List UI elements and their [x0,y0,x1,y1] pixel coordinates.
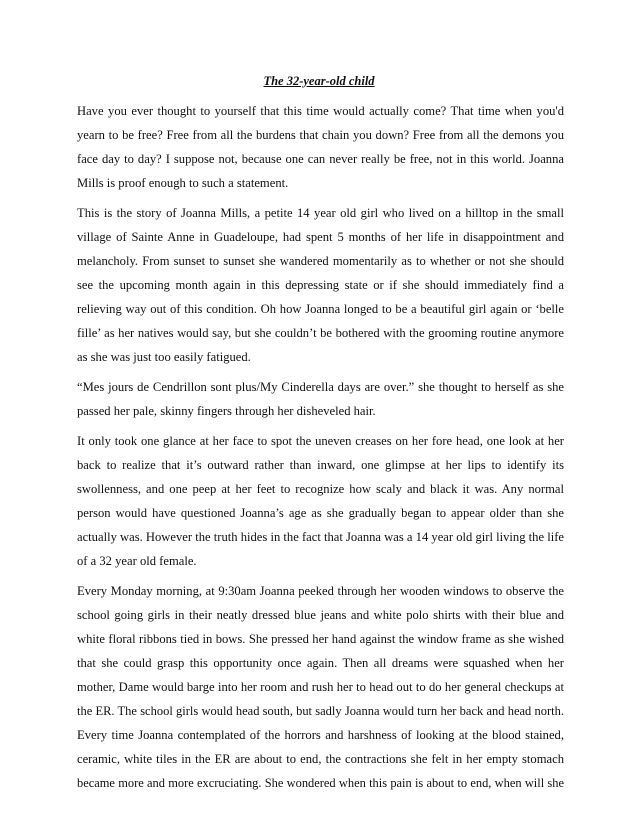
paragraph-4-line-5: actually was. However the truth hides in the fact that Joanna was a 14 year old girl living the life [77,530,564,544]
paragraph-5-line-1: Every Monday morning, at 9:30am Joanna peeked through her wooden windows to observe the [77,584,564,598]
paragraph-1-line-1: Have you ever thought to yourself that this time would actually come? That time when you'd [77,104,564,118]
paragraph-4-line-4: person would have questioned Joanna’s age as she gradually began to appear older than she [77,506,564,520]
paragraph-5-line-4: that she could grasp this opportunity once again. Then all dreams were squashed when her [77,656,564,670]
paragraph-4-line-2: back to realize that it’s outward rather than inward, one glimpse at her lips to identify its [77,458,564,472]
paragraph-3-line-2: passed her pale, skinny fingers through her disheveled hair. [77,404,376,418]
paragraph-4-line-6: of a 32 year old female. [77,554,197,568]
paragraph-2-line-4: see the upcoming month again in this depressing state or if she should immediately find a [77,278,564,292]
paragraph-5-line-8: ceramic, white tiles in the ER are about to end, the contractions she felt in her empty stomach [77,752,564,766]
paragraph-2-line-7: as she was just too easily fatigued. [77,350,251,364]
paragraph-2-line-3: melancholy. From sunset to sunset she wandered momentarily as to whether or not she should [77,254,564,268]
paragraph-2-line-5: relieving way out of this condition. Oh how Joanna longed to be a beautiful girl again or ‘belle [77,302,564,316]
paragraph-1-line-4: Mills is proof enough to such a statement. [77,176,289,190]
paragraph-5-line-5: mother, Dame would barge into her room and rush her to head out to do her general checkups at [77,680,564,694]
paragraph-3-line-1: “Mes jours de Cendrillon sont plus/My Cinderella days are over.” she thought to herself as she [77,380,564,394]
paragraph-1-line-2: yearn to be free? Free from all the burdens that chain you down? Free from all the demons you [77,128,564,142]
paragraph-2-line-2: village of Sainte Anne in Guadeloupe, had spent 5 months of her life in disappointment and [77,230,564,244]
paragraph-2-line-1: This is the story of Joanna Mills, a petite 14 year old girl who lived on a hilltop in the small [77,206,564,220]
document-title: The 32-year-old child [263,74,375,88]
paragraph-5-line-3: white floral ribbons tied in bows. She pressed her hand against the window frame as she wished [77,632,564,646]
paragraph-4-line-1: It only took one glance at her face to spot the uneven creases on her fore head, one look at her [77,434,564,448]
paragraph-4-line-3: swollenness, and one peep at her feet to recognize how scaly and black it was. Any normal [77,482,564,496]
paragraph-2-line-6: fille’ as her natives would say, but she couldn’t be bothered with the grooming routine anymore [77,326,564,340]
paragraph-5-line-2: school going girls in their neatly dressed blue jeans and white polo shirts with their blue and [77,608,564,622]
paragraph-5-line-7: Every time Joanna contemplated of the horrors and harshness of looking at the blood stained, [77,728,564,742]
paragraph-5-line-9: became more and more excruciating. She wondered when this pain is about to end, when will she [77,776,564,790]
paragraph-5-line-6: the ER. The school girls would head south, but sadly Joanna would turn her back and head north. [77,704,564,718]
paragraph-1-line-3: face day to day? I suppose not, because one can never really be free, not in this world. Joanna [77,152,564,166]
